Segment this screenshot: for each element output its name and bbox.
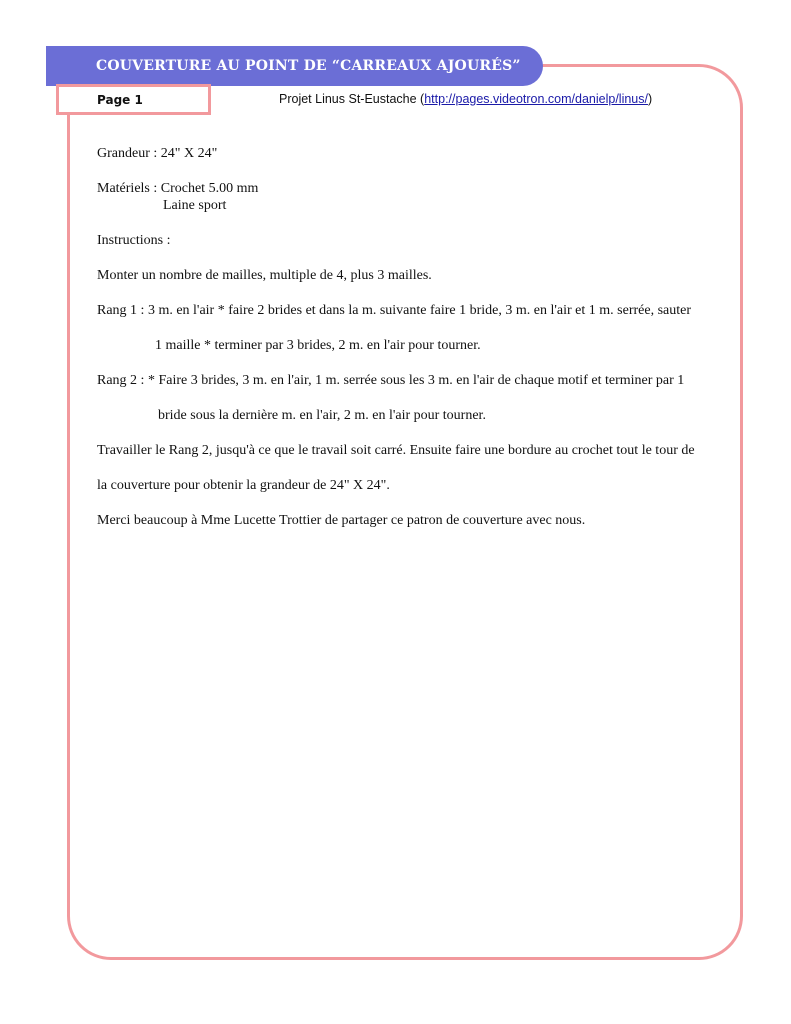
paragraph-couverture: la couverture pour obtenir la grandeur de 24" X 24". <box>97 478 390 493</box>
materials-line-2: Laine sport <box>163 198 227 213</box>
source-prefix: Projet Linus St-Eustache ( <box>279 92 425 106</box>
materials-block <box>97 180 697 214</box>
source-link[interactable]: http://pages.videotron.com/danielp/linus/ <box>424 92 648 106</box>
document-title: COUVERTURE AU POINT DE “CARREAUX AJOURÉS” <box>96 58 521 74</box>
paragraph-travailler: Travailler le Rang 2, jusqu'à ce que le travail soit carré. Ensuite faire une bordure au crochet tout le tour de <box>97 443 695 458</box>
paragraph-rang-1-continued: 1 maille * terminer par 3 brides, 2 m. en l'air pour tourner. <box>155 338 481 353</box>
paragraph-rang-2: Rang 2 : * Faire 3 brides, 3 m. en l'air, 1 m. serrée sous les 3 m. en l'air de chaque motif et terminer par 1 <box>97 373 685 388</box>
paragraph-rang-1: Rang 1 : 3 m. en l'air * faire 2 brides et dans la m. suivante faire 1 bride, 3 m. en l'air et 1 m. serrée, sauter <box>97 303 692 318</box>
paragraph-cast-on: Monter un nombre de mailles, multiple de 4, plus 3 mailles. <box>97 268 432 283</box>
size-line: Grandeur : 24" X 24" <box>97 146 218 161</box>
page-number: Page 1 <box>97 92 143 107</box>
paragraph-rang-2-continued: bride sous la dernière m. en l'air, 2 m. en l'air pour tourner. <box>158 408 486 423</box>
source-line <box>279 92 652 106</box>
document-body <box>97 145 697 529</box>
materials-line-1: Matériels : Crochet 5.00 mm <box>97 181 259 196</box>
paragraph-merci: Merci beaucoup à Mme Lucette Trottier de partager ce patron de couverture avec nous. <box>97 513 586 528</box>
page-number-box <box>56 84 211 115</box>
instructions-heading: Instructions : <box>97 233 171 248</box>
title-banner <box>46 46 543 86</box>
source-suffix: ) <box>647 92 653 106</box>
